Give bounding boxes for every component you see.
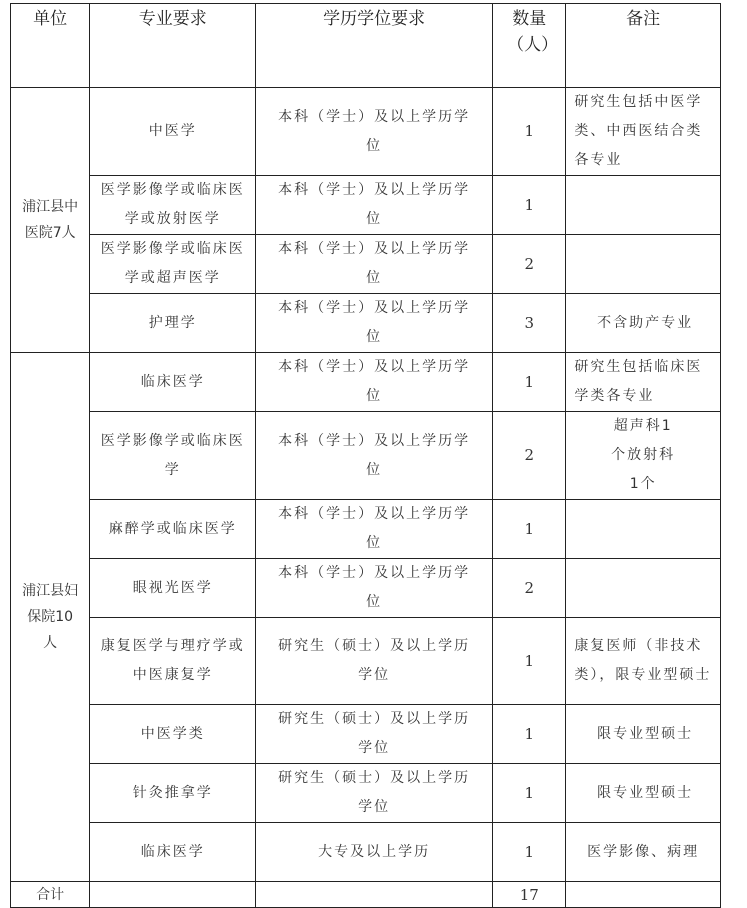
count-cell: 1 xyxy=(493,705,566,764)
major-cell: 康复医学与理疗学或中医康复学 xyxy=(90,618,256,705)
total-label: 合计 xyxy=(11,882,90,908)
note-cell xyxy=(566,500,721,559)
degree-cell: 研究生（硕士）及以上学历学位 xyxy=(256,705,493,764)
degree-cell: 研究生（硕士）及以上学历学位 xyxy=(256,764,493,823)
unit-cell: 浦江县妇保院10人 xyxy=(11,353,90,882)
major-cell: 护理学 xyxy=(90,294,256,353)
table-row xyxy=(11,176,721,235)
total-row xyxy=(11,882,721,908)
table-row xyxy=(11,705,721,764)
unit-cell: 浦江县中医院7人 xyxy=(11,88,90,353)
count-cell: 1 xyxy=(493,823,566,882)
table-row xyxy=(11,500,721,559)
degree-cell: 研究生（硕士）及以上学历学位 xyxy=(256,618,493,705)
header-unit: 单位 xyxy=(11,4,90,88)
table-row xyxy=(11,412,721,500)
count-cell: 1 xyxy=(493,353,566,412)
header-degree: 学历学位要求 xyxy=(256,4,493,88)
table-row xyxy=(11,823,721,882)
major-cell: 眼视光医学 xyxy=(90,559,256,618)
total-empty-degree xyxy=(256,882,493,908)
degree-cell: 本科（学士）及以上学历学位 xyxy=(256,176,493,235)
count-cell: 1 xyxy=(493,176,566,235)
total-count: 17 xyxy=(493,882,566,908)
major-cell: 医学影像学或临床医学或放射医学 xyxy=(90,176,256,235)
total-empty-major xyxy=(90,882,256,908)
table-row xyxy=(11,88,721,176)
header-major: 专业要求 xyxy=(90,4,256,88)
count-cell: 1 xyxy=(493,88,566,176)
total-empty-note xyxy=(566,882,721,908)
note-cell xyxy=(566,176,721,235)
major-cell: 临床医学 xyxy=(90,353,256,412)
degree-cell: 本科（学士）及以上学历学位 xyxy=(256,412,493,500)
major-cell: 麻醉学或临床医学 xyxy=(90,500,256,559)
note-cell: 研究生包括临床医学类各专业 xyxy=(566,353,721,412)
degree-cell: 本科（学士）及以上学历学位 xyxy=(256,88,493,176)
count-cell: 1 xyxy=(493,500,566,559)
count-cell: 1 xyxy=(493,764,566,823)
note-cell: 限专业型硕士 xyxy=(566,705,721,764)
count-cell: 2 xyxy=(493,235,566,294)
note-cell xyxy=(566,559,721,618)
degree-cell: 本科（学士）及以上学历学位 xyxy=(256,559,493,618)
note-cell: 超声科1个放射科1个 xyxy=(566,412,721,500)
table-row xyxy=(11,764,721,823)
degree-cell: 本科（学士）及以上学历学位 xyxy=(256,353,493,412)
table-row xyxy=(11,559,721,618)
note-cell: 研究生包括中医学类、中西医结合类各专业 xyxy=(566,88,721,176)
degree-cell: 本科（学士）及以上学历学位 xyxy=(256,294,493,353)
note-cell: 限专业型硕士 xyxy=(566,764,721,823)
count-cell: 2 xyxy=(493,559,566,618)
table-row xyxy=(11,618,721,705)
table-row xyxy=(11,353,721,412)
degree-cell: 本科（学士）及以上学历学位 xyxy=(256,235,493,294)
degree-cell: 大专及以上学历 xyxy=(256,823,493,882)
note-cell: 不含助产专业 xyxy=(566,294,721,353)
major-cell: 中医学类 xyxy=(90,705,256,764)
header-note: 备注 xyxy=(566,4,721,88)
major-cell: 中医学 xyxy=(90,88,256,176)
header-count: 数量（人） xyxy=(493,4,566,88)
recruitment-table xyxy=(10,3,721,908)
count-cell: 2 xyxy=(493,412,566,500)
table-row xyxy=(11,294,721,353)
major-cell: 医学影像学或临床医学 xyxy=(90,412,256,500)
note-cell: 医学影像、病理 xyxy=(566,823,721,882)
major-cell: 临床医学 xyxy=(90,823,256,882)
major-cell: 医学影像学或临床医学或超声医学 xyxy=(90,235,256,294)
header-row xyxy=(11,4,721,88)
major-cell: 针灸推拿学 xyxy=(90,764,256,823)
note-cell xyxy=(566,235,721,294)
count-cell: 3 xyxy=(493,294,566,353)
note-cell: 康复医师（非技术类），限专业型硕士 xyxy=(566,618,721,705)
table-row xyxy=(11,235,721,294)
degree-cell: 本科（学士）及以上学历学位 xyxy=(256,500,493,559)
count-cell: 1 xyxy=(493,618,566,705)
